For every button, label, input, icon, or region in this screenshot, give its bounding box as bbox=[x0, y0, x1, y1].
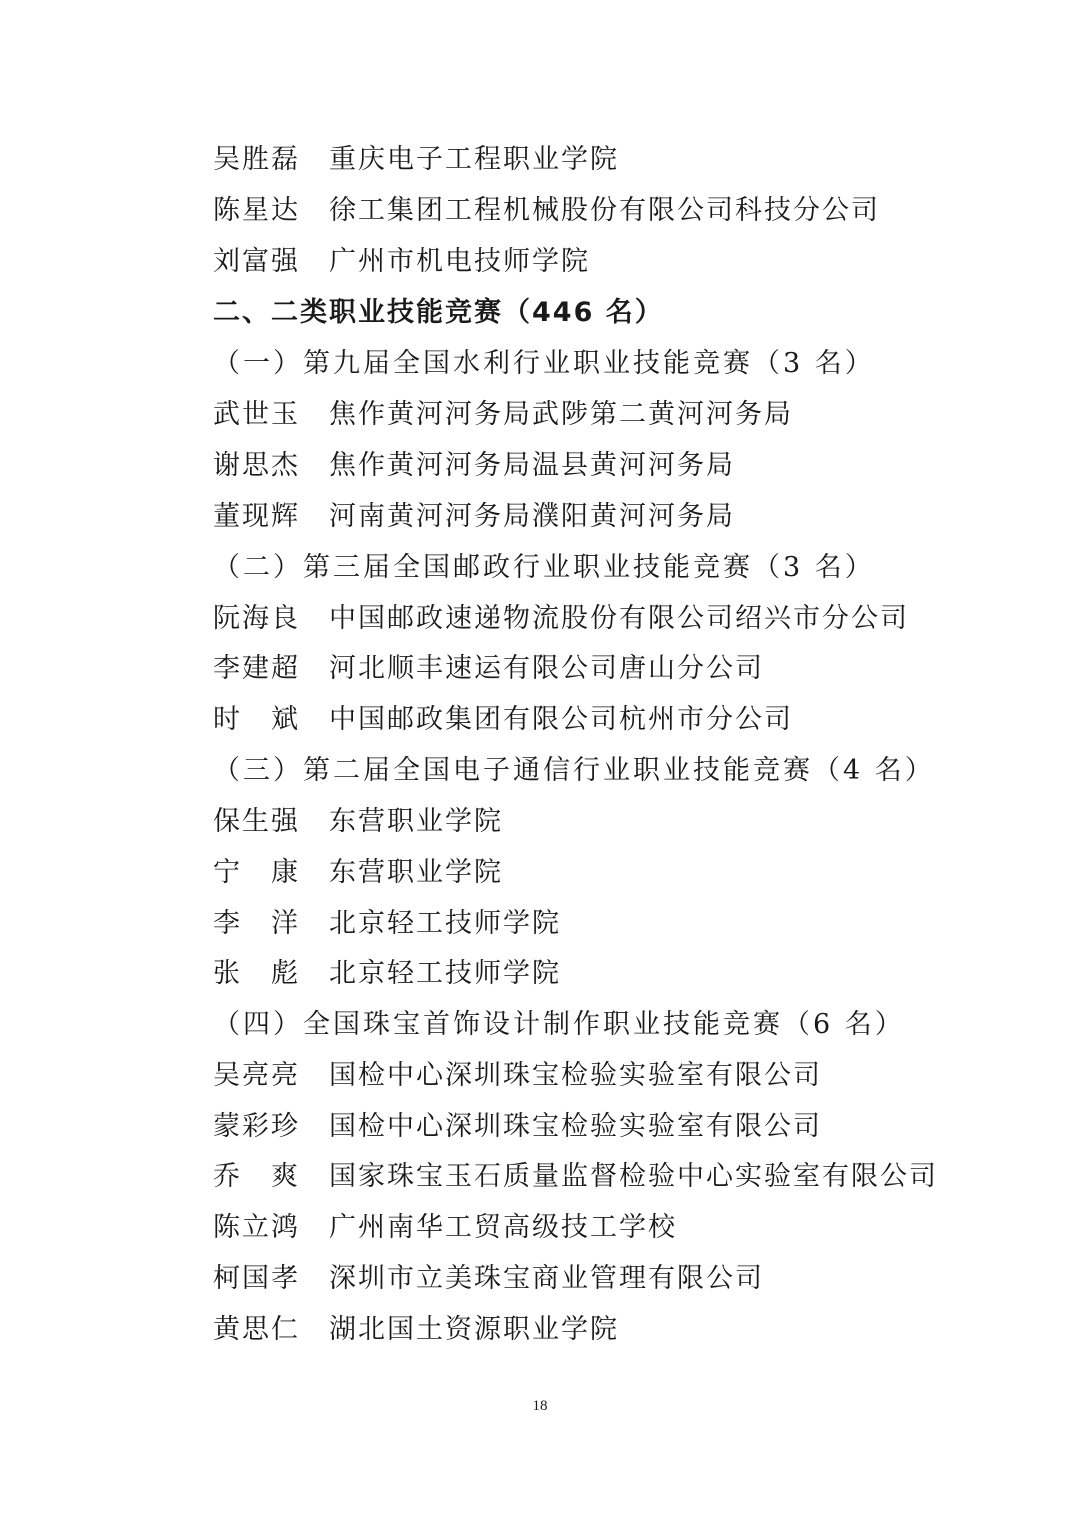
list-item bbox=[213, 1107, 822, 1147]
subsection-heading: （二）第三届全国邮政行业职业技能竞赛（3 名） bbox=[213, 552, 875, 583]
list-item bbox=[213, 904, 561, 944]
list-item bbox=[213, 1157, 938, 1197]
organization-name: 东营职业学院 bbox=[329, 857, 503, 888]
organization-name: 焦作黄河河务局温县黄河河务局 bbox=[329, 450, 735, 481]
list-item bbox=[213, 191, 880, 231]
list-item bbox=[213, 242, 590, 282]
person-name: 保生强 bbox=[213, 806, 300, 837]
organization-name: 广州市机电技师学院 bbox=[329, 246, 590, 277]
subsection-heading: （四）全国珠宝首饰设计制作职业技能竞赛（6 名） bbox=[213, 1009, 905, 1040]
person-name: 董现辉 bbox=[213, 501, 300, 532]
list-item bbox=[213, 140, 619, 180]
subsection-heading: （一）第九届全国水利行业职业技能竞赛（3 名） bbox=[213, 348, 875, 379]
organization-name: 国家珠宝玉石质量监督检验中心实验室有限公司 bbox=[329, 1161, 938, 1192]
list-item bbox=[213, 1310, 619, 1350]
section-heading: 二、二类职业技能竞赛（446 名） bbox=[213, 297, 664, 328]
person-name: 时 斌 bbox=[213, 704, 300, 735]
organization-name: 广州南华工贸高级技工学校 bbox=[329, 1212, 677, 1243]
list-item bbox=[213, 1259, 764, 1299]
list-item bbox=[213, 395, 793, 435]
person-name: 吴亮亮 bbox=[213, 1060, 300, 1091]
person-name: 阮海良 bbox=[213, 603, 300, 634]
organization-name: 国检中心深圳珠宝检验实验室有限公司 bbox=[329, 1111, 822, 1142]
person-name: 乔 爽 bbox=[213, 1161, 300, 1192]
organization-name: 中国邮政集团有限公司杭州市分公司 bbox=[329, 704, 793, 735]
list-item bbox=[213, 497, 735, 537]
person-name: 张 彪 bbox=[213, 958, 300, 989]
person-name: 柯国孝 bbox=[213, 1263, 300, 1294]
organization-name: 中国邮政速递物流股份有限公司绍兴市分公司 bbox=[329, 603, 909, 634]
list-item bbox=[213, 853, 503, 893]
list-item bbox=[213, 1208, 677, 1248]
person-name: 李建超 bbox=[213, 653, 300, 684]
page-number: 18 bbox=[532, 1398, 548, 1414]
organization-name: 河北顺丰速运有限公司唐山分公司 bbox=[329, 653, 764, 684]
subsection-heading: （三）第二届全国电子通信行业职业技能竞赛（4 名） bbox=[213, 755, 935, 786]
person-name: 陈星达 bbox=[213, 195, 300, 226]
person-name: 黄思仁 bbox=[213, 1314, 300, 1345]
organization-name: 湖北国土资源职业学院 bbox=[329, 1314, 619, 1345]
organization-name: 深圳市立美珠宝商业管理有限公司 bbox=[329, 1263, 764, 1294]
person-name: 宁 康 bbox=[213, 857, 300, 888]
organization-name: 东营职业学院 bbox=[329, 806, 503, 837]
person-name: 谢思杰 bbox=[213, 450, 300, 481]
organization-name: 焦作黄河河务局武陟第二黄河河务局 bbox=[329, 399, 793, 430]
list-item bbox=[213, 802, 503, 842]
person-name: 吴胜磊 bbox=[213, 144, 300, 175]
organization-name: 北京轻工技师学院 bbox=[329, 908, 561, 939]
list-item bbox=[213, 1056, 822, 1096]
person-name: 陈立鸿 bbox=[213, 1212, 300, 1243]
person-name: 蒙彩珍 bbox=[213, 1111, 300, 1142]
person-name: 刘富强 bbox=[213, 246, 300, 277]
organization-name: 北京轻工技师学院 bbox=[329, 958, 561, 989]
list-item bbox=[213, 599, 909, 639]
organization-name: 国检中心深圳珠宝检验实验室有限公司 bbox=[329, 1060, 822, 1091]
person-name: 武世玉 bbox=[213, 399, 300, 430]
organization-name: 河南黄河河务局濮阳黄河河务局 bbox=[329, 501, 735, 532]
person-name: 李 洋 bbox=[213, 908, 300, 939]
list-item bbox=[213, 446, 735, 486]
organization-name: 徐工集团工程机械股份有限公司科技分公司 bbox=[329, 195, 880, 226]
organization-name: 重庆电子工程职业学院 bbox=[329, 144, 619, 175]
list-item bbox=[213, 700, 793, 740]
list-item bbox=[213, 649, 764, 689]
list-item bbox=[213, 954, 561, 994]
